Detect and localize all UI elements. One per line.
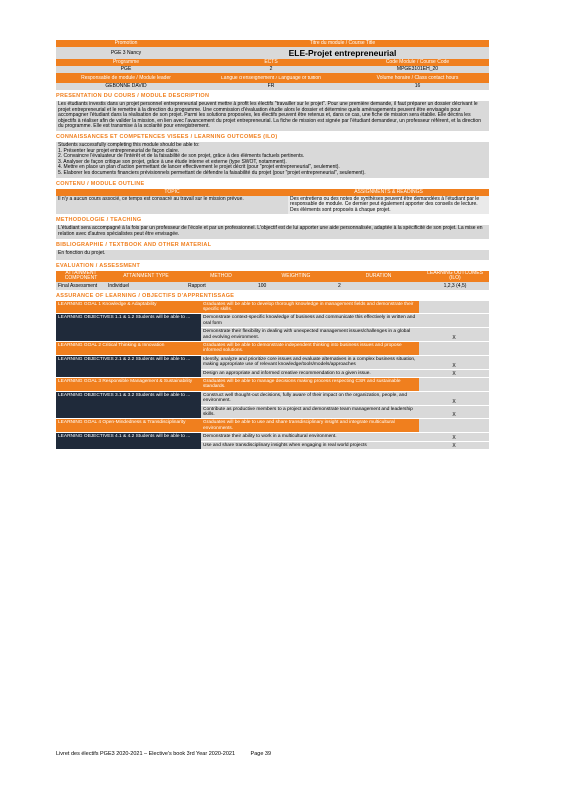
code-label: Code Module / Course Code	[385, 59, 450, 65]
objective-row	[56, 314, 489, 342]
goal-check	[419, 378, 489, 391]
course-sheet	[56, 40, 489, 450]
objective-label: LEARNING OBJECTIVES 3.1 & 3.2 Students will be able to ...	[56, 392, 201, 419]
eval-col-type: ATTAINMENT TYPE	[123, 273, 169, 279]
course-title-value: ELE-Projet entrepreneurial	[288, 48, 397, 58]
goal-row	[56, 301, 489, 315]
goal-description: Graduates will be able to manage decisions making process respecting CSR and sustainable standards.	[201, 378, 419, 391]
header-row-6	[56, 83, 489, 90]
goal-description: Graduates will be able to demonstrate independent thinking into business issues and propose informed solutions.	[201, 342, 419, 355]
goal-label: LEARNING GOAL 2 Critical Thinking & Innovation	[56, 342, 201, 355]
objective-row	[56, 356, 489, 378]
objective-mark: X	[452, 334, 456, 341]
objective-mark: X	[452, 362, 456, 369]
objective-item	[201, 369, 489, 377]
objective-item	[201, 327, 489, 341]
assign-paragraph: Des entretiens ou des notes de synthèses peuvent être demandées à l'étudiant par le responsable de module. Ce dernier peut également apporter des conseils de lecture. Des éléments sont proposés à chaque projet.	[290, 195, 480, 213]
topic-text	[56, 196, 272, 215]
eval-cell: 2	[338, 282, 341, 289]
eval-col-component: ATTAINMENT COMPONENT	[64, 271, 98, 281]
objective-mark: X	[452, 412, 456, 419]
presentation-text	[56, 101, 489, 131]
header-row-5	[56, 73, 489, 83]
hours-label: Volume horaire / Class contact hours	[376, 75, 459, 81]
contenu-title: CONTENU / MODULE OUTLINE	[56, 180, 145, 187]
methodologie-text	[56, 225, 489, 238]
presentation-paragraph: Les étudiants investis dans un projet personnel entrepreneurial peuvent mettre à profit les électifs "travailler sur le projet". Pour une première demande, il faut préparer un dossier décrivant le projet entrepreneurial et le remettre à la direction du programme. Une commission d'évaluation étudie alors le dossier et détermine quels aménagements peuvent être envisagés pour accompagner l'étudiant dans la réalisation de son projet. Parmi les solutions proposées, les électifs peuvent être retenus et, dans ce cas, une fiche de mission sera établie. Elle décrira les objectifs à réaliser afin de valider la mission, en lien avec l'avancement du projet entrepreneurial. La fiche de mission est signée par l'étudiant demandeur, un professeur référent, et la direction du programme. Elle est transmise à la scolarité pour enregistrement.	[58, 101, 481, 130]
objective-text: Contribute as productive members to a project and demonstrate team management and leadership skills.	[203, 406, 413, 417]
objective-item	[201, 314, 489, 327]
assign-label: ASSIGNMENTS & READINGS	[354, 188, 423, 195]
topic-label: TOPIC	[164, 188, 180, 195]
goal-label: LEARNING GOAL 1 Knowledge & Adaptability	[56, 301, 201, 314]
competence-item: 5. Elaborer les documents financiers prévisionnels permettant de défendre la faisabilité du projet (pour "projet entrepreneurial", seulement).	[58, 169, 366, 176]
objective-label: LEARNING OBJECTIVES 4.1 & 4.2 Students will be able to ...	[56, 433, 201, 449]
objective-text: Demonstrate their ability to work in a multicultural environment.	[203, 434, 337, 440]
goal-description: Graduates will be able to develop thorough knowledge in management fields and demonstrate their specific skills.	[201, 301, 419, 314]
objective-mark	[419, 314, 489, 327]
objective-item	[201, 441, 489, 449]
objective-mark: X	[452, 443, 456, 450]
eval-cell: 1,2,3 (4,5)	[443, 282, 467, 289]
header-row-2	[56, 47, 489, 59]
course-title-label: Titre du module / Course Title	[309, 40, 376, 46]
presentation-title: PRESENTATION DU COURS / MODULE DESCRIPTION	[56, 93, 210, 99]
assurance-title: ASSURANCE OF LEARNING / OBJECTIFS D'APPRENTISSAGE	[56, 292, 235, 299]
ects-label: ECTS	[264, 59, 278, 65]
eval-cell: Final Assessment	[58, 282, 98, 289]
objective-text: Construct well thought-out decisions, fully aware of their impact on the organization, people, and environment.	[203, 392, 407, 404]
competence-item: 3. Analyser de façon critique son projet, grâce à une étude interne et externe (type SWOT, notamment).	[58, 158, 287, 165]
competence-item: 2. Convaincre l'évaluateur de l'intérêt et de la faisabilité de son projet, grâce à des éléments factuels pertinents.	[58, 153, 305, 160]
eval-cell: 100	[258, 282, 267, 289]
topic-paragraph: Il n'y a aucun cours associé, ce temps est consacré au travail sur le mission prévue.	[58, 195, 244, 202]
objective-item	[201, 356, 489, 369]
goal-row	[56, 378, 489, 392]
assurance-table	[56, 301, 489, 451]
objective-label: LEARNING OBJECTIVES 1.1 & 1.2 Students will be able to ...	[56, 314, 201, 341]
eval-col-ilo: LEARNING OUTCOMES (ILO)	[427, 271, 483, 281]
objective-row	[56, 392, 489, 420]
eval-col-weighting: WEIGHTING	[281, 273, 311, 279]
competences-block	[56, 142, 489, 178]
objective-item	[201, 392, 489, 405]
eval-col-method: METHOD	[210, 273, 232, 279]
code-value: MPGE3101EH_20	[396, 66, 439, 72]
goal-check	[419, 419, 489, 432]
evaluation-header	[56, 271, 489, 282]
methodologie-paragraph: L'étudiant sera accompagné à la fois par un professeur de l'école et par un professionnel. L'objectif est de lui apporter une aide personnalisée, adaptée à la spécificité de son projet. La mise en relation avec d'autres spécialistes peut être envisagée.	[58, 225, 483, 237]
bibliographie-text	[56, 250, 489, 260]
objective-row	[56, 433, 489, 450]
hours-value: 16	[414, 83, 421, 89]
footer-text: Livret des électifs PGE3 2020-2021 – Elective's book 3rd Year 2020-2021	[56, 751, 235, 757]
header-row-4	[56, 66, 489, 73]
bibliographie-title: BIBLIOGRAPHIE / TEXTBOOK AND OTHER MATERIAL	[56, 241, 212, 248]
competence-item: 4. Mettre en place un plan d'action permettant de lancer effectivement le projet décrit (pour "projet entrepreneurial", seulement).	[58, 164, 340, 171]
header-row-3	[56, 59, 489, 66]
leader-value: GEBONNE DAVID	[105, 83, 147, 89]
ects-value: 2	[269, 66, 273, 72]
programme-label: Programme	[112, 59, 140, 65]
objective-items	[201, 356, 489, 377]
objective-items	[201, 314, 489, 341]
objective-mark: X	[452, 434, 456, 441]
objective-text: Use and share transdisciplinary insights when engaging in real world projects	[203, 442, 367, 448]
page-footer	[56, 751, 271, 757]
goal-check	[419, 342, 489, 355]
goal-label: LEARNING GOAL 3 Responsible Management & Sustainability	[56, 378, 201, 391]
language-label: Langue d'enseignement / Language of tuition	[221, 75, 321, 81]
objective-item	[201, 433, 489, 440]
objective-label: LEARNING OBJECTIVES 2.1 & 2.2 Students will be able to ...	[56, 356, 201, 377]
objective-mark: X	[452, 370, 456, 377]
goal-row	[56, 419, 489, 433]
contenu-header	[56, 189, 489, 196]
page-number: Page 39	[250, 751, 272, 757]
objective-text: Identify, analyze and prioritize core issues and evaluate alternatives in a complex business situation, making appropriate use of relevant knowledge/tools/models/approaches	[203, 356, 416, 368]
promotion-value: PGE 3 Nancy	[110, 50, 142, 56]
objective-items	[201, 433, 489, 449]
eval-cell: Individuel	[108, 282, 130, 289]
objective-text: Design an appropriate and informed creative recommendation to a given issue.	[203, 370, 371, 376]
programme-value: PGE	[120, 66, 132, 72]
competence-item: 1. Présenter leur projet entrepreneurial de façon claire.	[58, 147, 180, 154]
objective-mark: X	[452, 398, 456, 405]
goal-label: LEARNING GOAL 4 Open-Mindedness & Transdisciplinarity	[56, 419, 201, 432]
bibliographie-paragraph: En fonction du projet.	[58, 249, 106, 256]
competences-title: CONNAISSANCES ET COMPETENCES VISEES / LEARNING OUTCOMES (ILO)	[56, 133, 278, 140]
promotion-label: Promotion	[114, 40, 138, 46]
objective-items	[201, 392, 489, 419]
competences-intro: Students successfully completing this module should be able to:	[58, 141, 200, 148]
leader-label: Responsable de module / Module leader	[81, 75, 171, 81]
methodologie-title: METHODOLOGIE / TEACHING	[56, 217, 142, 224]
evaluation-row	[56, 282, 489, 290]
contenu-row	[56, 196, 489, 215]
goal-check	[419, 301, 489, 314]
evaluation-title: EVALUATION / ASSESSMENT	[56, 262, 141, 269]
eval-col-duration: DURATION	[365, 273, 392, 279]
eval-cell: Rapport	[188, 282, 206, 289]
objective-item	[201, 405, 489, 419]
language-value: FR	[267, 83, 275, 89]
header-row-1	[56, 40, 489, 47]
goal-row	[56, 342, 489, 356]
assign-text	[288, 196, 489, 215]
objective-text: Demonstrate their flexibility in dealing with unexpected management issues/challenges in a global and evolving environment.	[203, 329, 411, 340]
objective-text: Demonstrate context-specific knowledge of business and communicate this effectively in written and oral form	[203, 315, 416, 326]
goal-description: Graduates will be able to use and share transdisciplinary insight and integrate multicultural environments.	[201, 419, 419, 432]
